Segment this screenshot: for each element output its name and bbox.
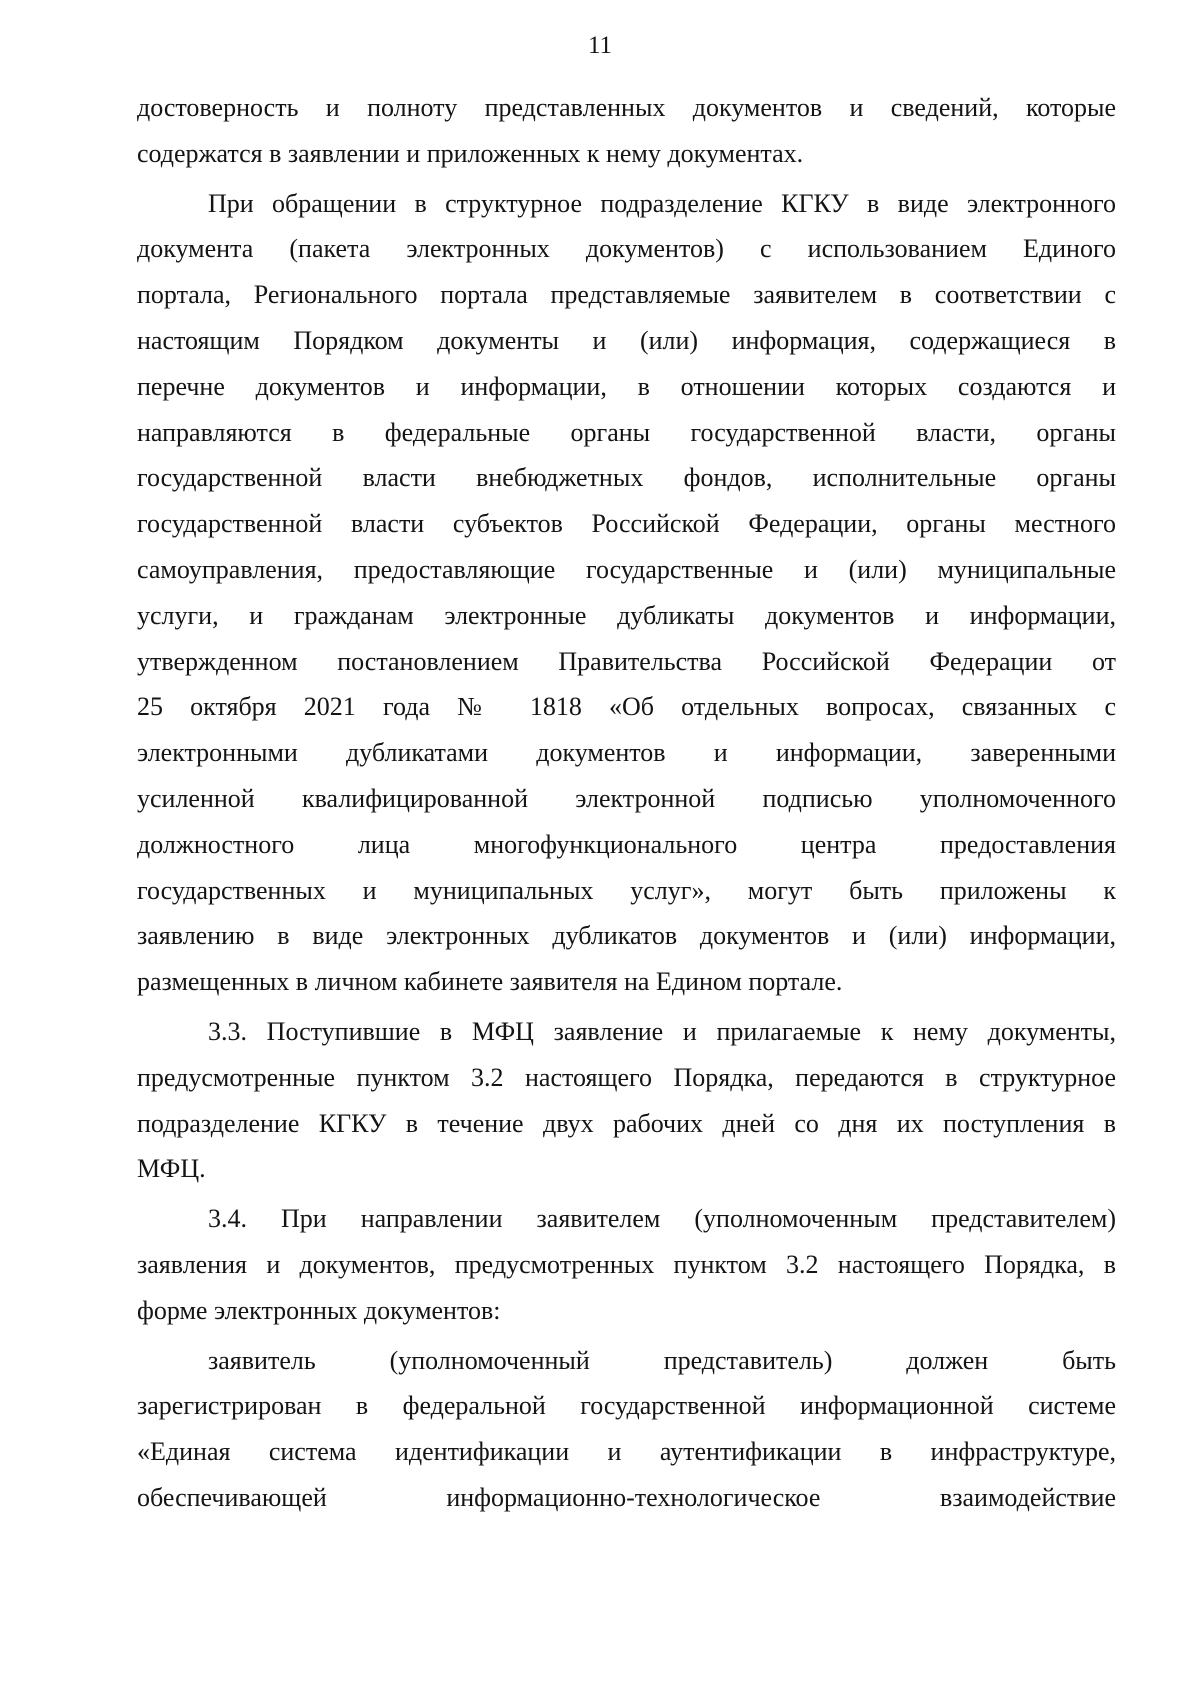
text-line: зарегистрирован в федеральной государственной информационной системе (137, 1391, 1116, 1421)
text-line: обеспечивающей информационно-технологическое взаимодействие (137, 1482, 1116, 1512)
text-line: размещенных в личном кабинете заявителя на Едином портале. (137, 967, 843, 997)
text-line: государственной власти внебюджетных фондов, исполнительные органы (137, 463, 1116, 493)
text-line: утвержденном постановлением Правительства Российской Федерации от (137, 646, 1116, 676)
text-line: настоящим Порядком документы и (или) информация, содержащиеся в (137, 325, 1116, 355)
text-line: направляются в федеральные органы государственной власти, органы (137, 417, 1116, 447)
text-line: усиленной квалифицированной электронной подписью уполномоченного (137, 783, 1116, 813)
text-line: 25 октября 2021 года № 1818 «Об отдельных вопросах, связанных с (137, 692, 1116, 722)
text-line: заявлению в виде электронных дубликатов документов и (или) информации, (137, 921, 1116, 951)
text-line: электронными дубликатами документов и информации, заверенными (137, 738, 1116, 768)
text-line: предусмотренные пунктом 3.2 настоящего Порядка, передаются в структурное (137, 1062, 1116, 1092)
text-line: содержатся в заявлении и приложенных к нему документах. (137, 138, 804, 168)
text-line: достоверность и полноту представленных документов и сведений, которые (137, 93, 1116, 122)
paragraph (137, 1338, 1116, 1521)
document-body (137, 85, 1116, 1521)
paragraph (137, 1196, 1116, 1333)
text-line: При обращении в структурное подразделение КГКУ в виде электронного (208, 188, 1116, 218)
paragraph (137, 181, 1116, 1005)
paragraph (137, 85, 1116, 177)
text-line: «Единая система идентификации и аутентификации в инфраструктуре, (137, 1437, 1116, 1467)
text-line: 3.4. При направлении заявителем (уполномоченным представителем) (208, 1204, 1116, 1234)
text-line: МФЦ. (137, 1154, 206, 1184)
text-line: заявитель (уполномоченный представитель) должен быть (208, 1345, 1116, 1375)
text-line: 3.3. Поступившие в МФЦ заявление и прилагаемые к нему документы, (208, 1016, 1116, 1046)
text-line: форме электронных документов: (137, 1295, 501, 1325)
text-line: государственной власти субъектов Российской Федерации, органы местного (137, 509, 1116, 539)
text-line: перечне документов и информации, в отношении которых создаются и (137, 371, 1116, 401)
page-number: 11 (587, 32, 613, 59)
text-line: самоуправления, предоставляющие государственные и (или) муниципальные (137, 554, 1116, 584)
text-line: подразделение КГКУ в течение двух рабочих дней со дня их поступления в (137, 1108, 1116, 1138)
paragraph (137, 1009, 1116, 1192)
text-line: документа (пакета электронных документов) с использованием Единого (137, 234, 1116, 264)
text-line: услуги, и гражданам электронные дубликаты документов и информации, (137, 600, 1116, 630)
text-line: заявления и документов, предусмотренных пунктом 3.2 настоящего Порядка, в (137, 1249, 1116, 1279)
text-line: портала, Регионального портала представляемые заявителем в соответствии с (137, 280, 1116, 310)
text-line: должностного лица многофункционального центра предоставления (137, 829, 1116, 859)
text-line: государственных и муниципальных услуг», могут быть приложены к (137, 875, 1116, 905)
